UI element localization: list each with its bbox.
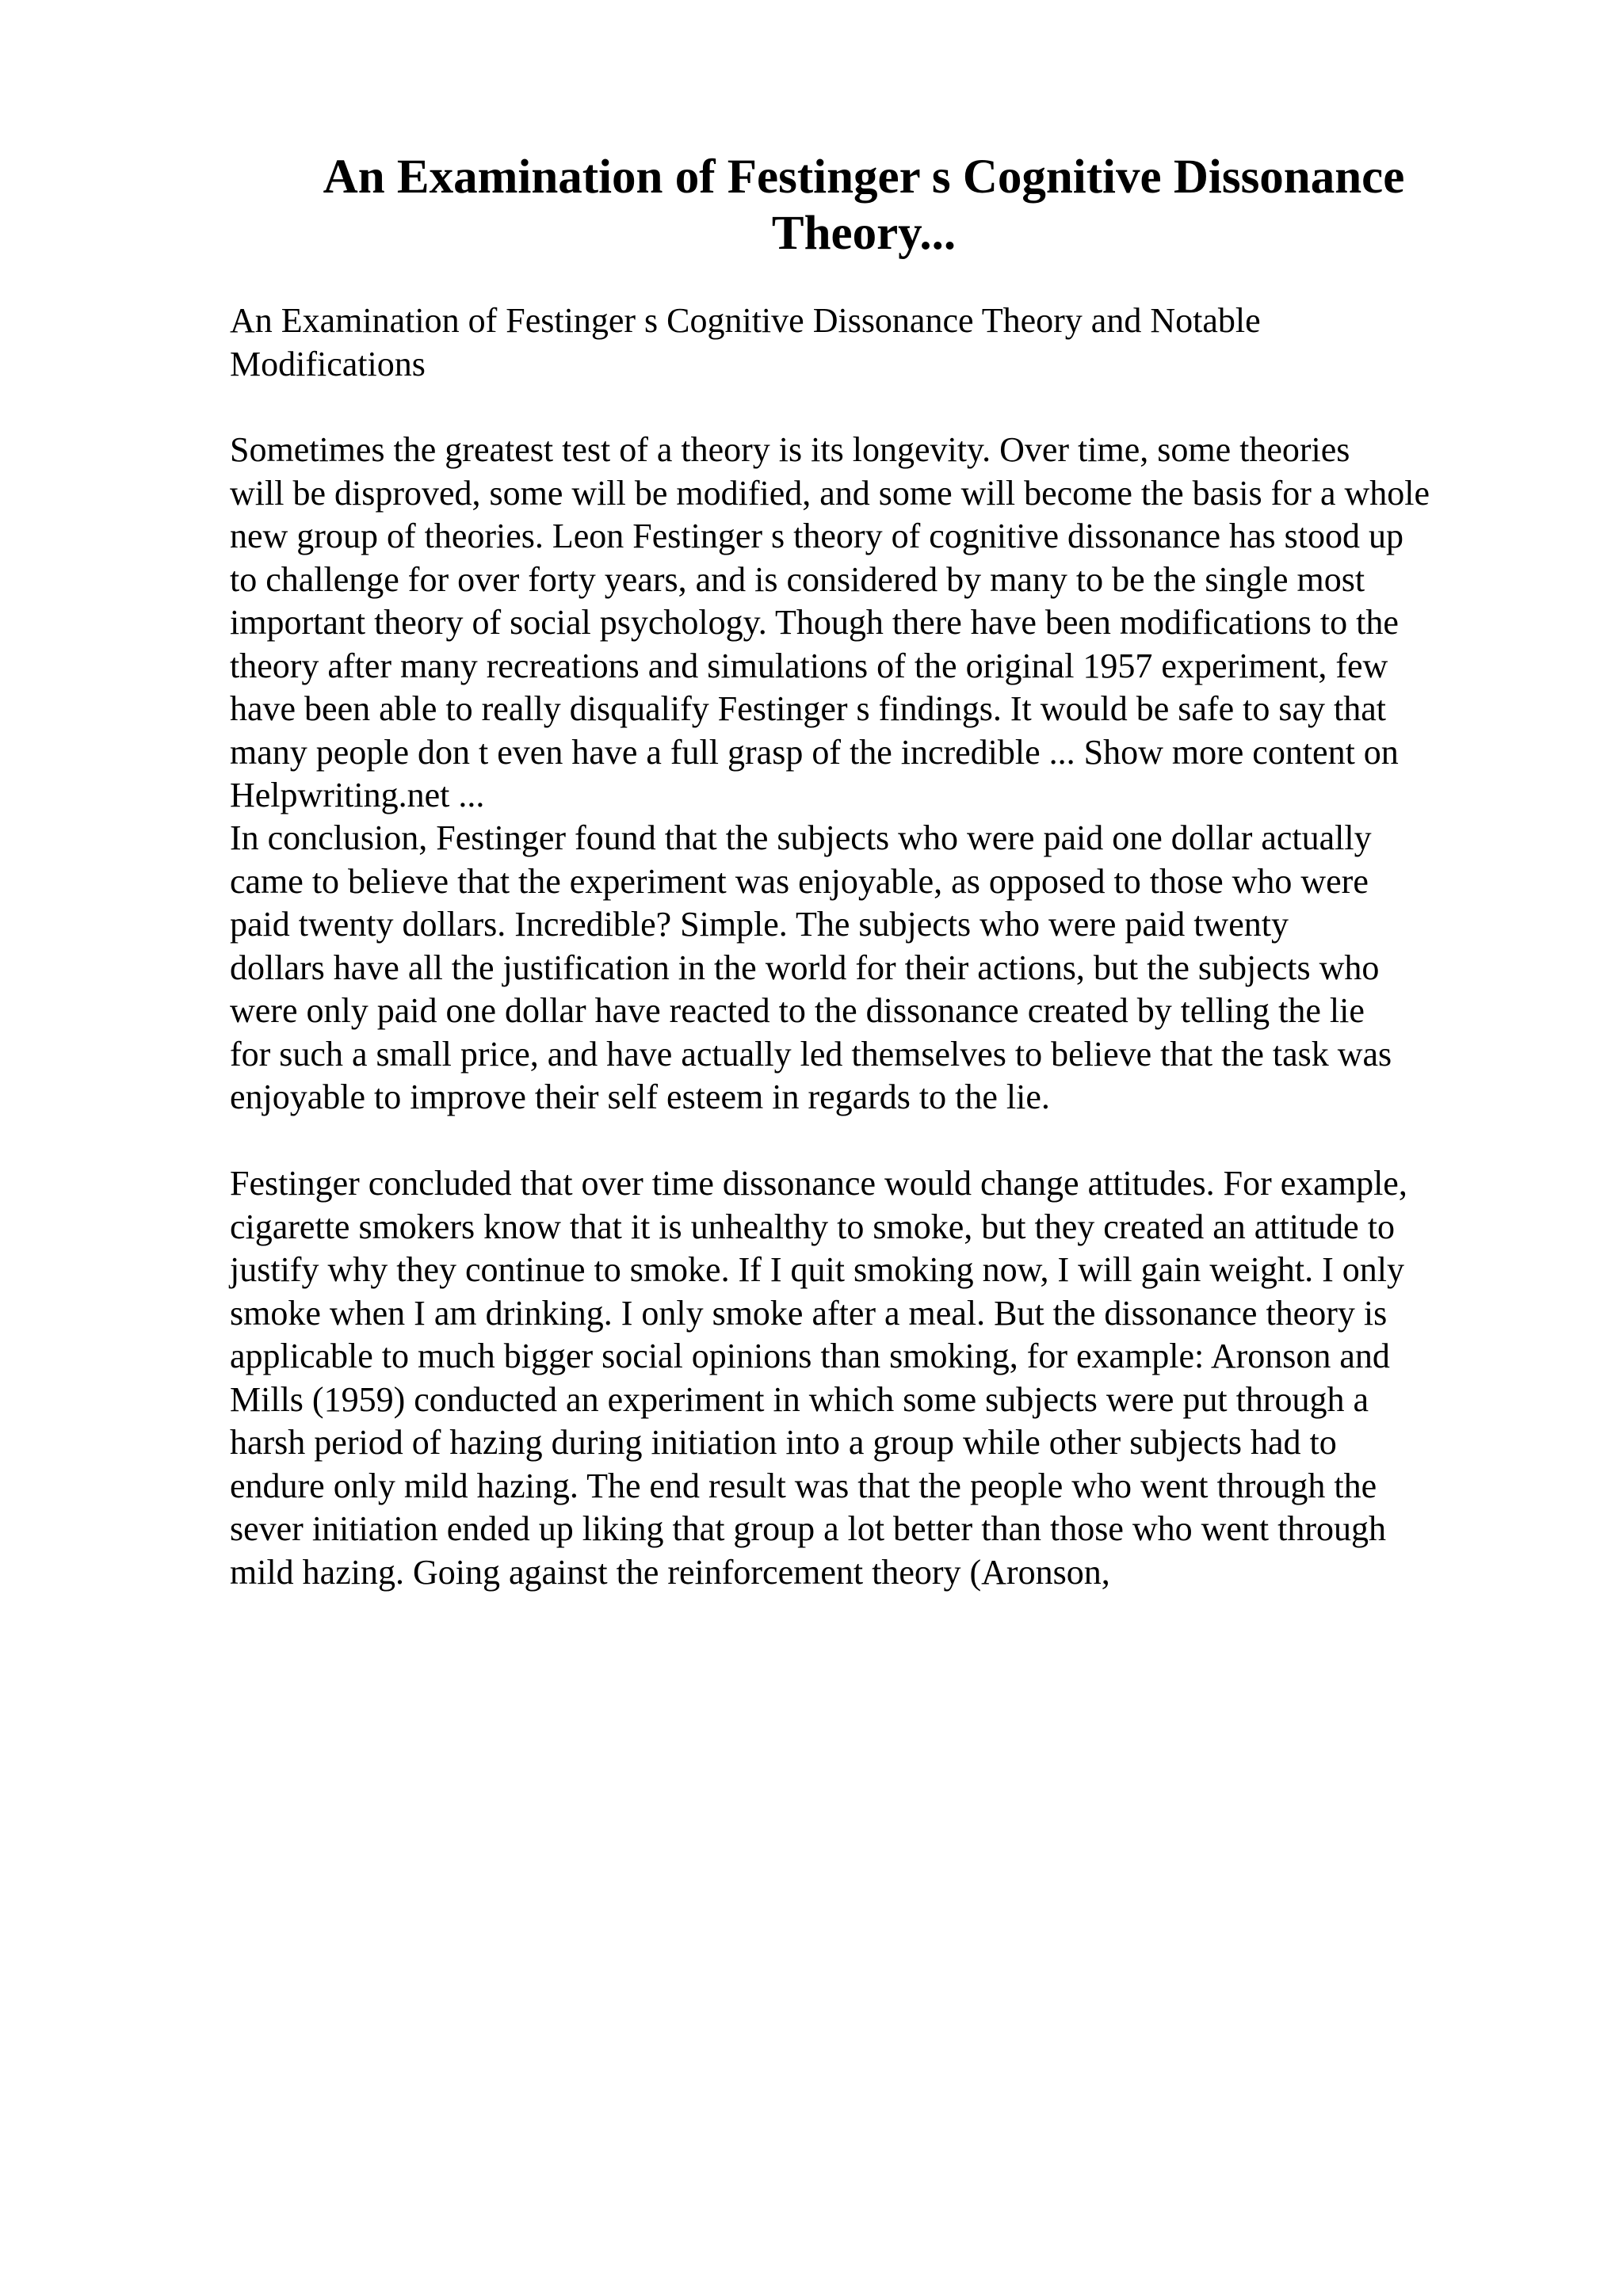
paragraph-line: smoke when I am drinking. I only smoke after a meal. But the dissonance theory is (230, 1293, 1388, 1333)
document-subtitle (230, 299, 1514, 386)
paragraph-line: cigarette smokers know that it is unhealthy to smoke, but they created an attitude to (230, 1207, 1395, 1246)
paragraph-line: were only paid one dollar have reacted to the dissonance created by telling the lie (230, 991, 1365, 1030)
paragraph-line: endure only mild hazing. The end result was that the people who went through the (230, 1466, 1377, 1505)
paragraph-line: justify why they continue to smoke. If I quit smoking now, I will gain weight. I only (230, 1250, 1404, 1289)
paragraph-line: have been able to really disqualify Festinger s findings. It would be safe to say that (230, 689, 1386, 728)
paragraph-line: will be disproved, some will be modified, and some will become the basis for a whole (230, 473, 1430, 513)
paragraph-line: Mills (1959) conducted an experiment in which some subjects were put through a (230, 1379, 1369, 1419)
paragraph-line: dollars have all the justification in the world for their actions, but the subjects who (230, 948, 1380, 987)
paragraph-line: Sometimes the greatest test of a theory is its longevity. Over time, some theories (230, 430, 1350, 469)
paragraph-line: new group of theories. Leon Festinger s theory of cognitive dissonance has stood up (230, 517, 1404, 555)
paragraph-line: mild hazing. Going against the reinforcement theory (Aronson, (230, 1552, 1110, 1592)
title-line: An Examination of Festinger s Cognitive Dissonance (323, 151, 1405, 204)
paragraph-line: for such a small price, and have actually led themselves to believe that the task was (230, 1034, 1392, 1074)
paragraph-line: enjoyable to improve their self esteem in regards to the lie. (230, 1077, 1050, 1116)
paragraph-conclusion (230, 817, 1514, 1119)
paragraph-line: many people don t even have a full grasp of the incredible ... Show more content on (230, 732, 1399, 772)
paragraph-line: paid twenty dollars. Incredible? Simple. The subjects who were paid twenty (230, 905, 1289, 944)
paragraph-intro (230, 429, 1514, 818)
document-title (230, 149, 1498, 261)
paragraph-line: applicable to much bigger social opinions than smoking, for example: Aronson and (230, 1337, 1390, 1375)
paragraph-line: came to believe that the experiment was enjoyable, as opposed to those who were (230, 861, 1369, 901)
paragraph-line: sever initiation ended up liking that group a lot better than those who went through (230, 1509, 1387, 1548)
paragraph-line: Festinger concluded that over time dissonance would change attitudes. For example, (230, 1164, 1407, 1203)
paragraph-line: harsh period of hazing during initiation into a group while other subjects had to (230, 1423, 1337, 1462)
paragraph-line: to challenge for over forty years, and is considered by many to be the single most (230, 559, 1365, 599)
title-line: Theory... (771, 207, 957, 260)
paragraph-line: In conclusion, Festinger found that the subjects who were paid one dollar actually (230, 818, 1372, 857)
subtitle-line: An Examination of Festinger s Cognitive Dissonance Theory and Notable (230, 301, 1261, 340)
subtitle-line: Modifications (230, 344, 426, 383)
paragraph-line: Helpwriting.net ... (230, 776, 485, 814)
paragraph-line: important theory of social psychology. Though there have been modifications to the (230, 603, 1399, 642)
paragraph-attitudes (230, 1162, 1514, 1594)
paragraph-line: theory after many recreations and simulations of the original 1957 experiment, few (230, 646, 1388, 685)
